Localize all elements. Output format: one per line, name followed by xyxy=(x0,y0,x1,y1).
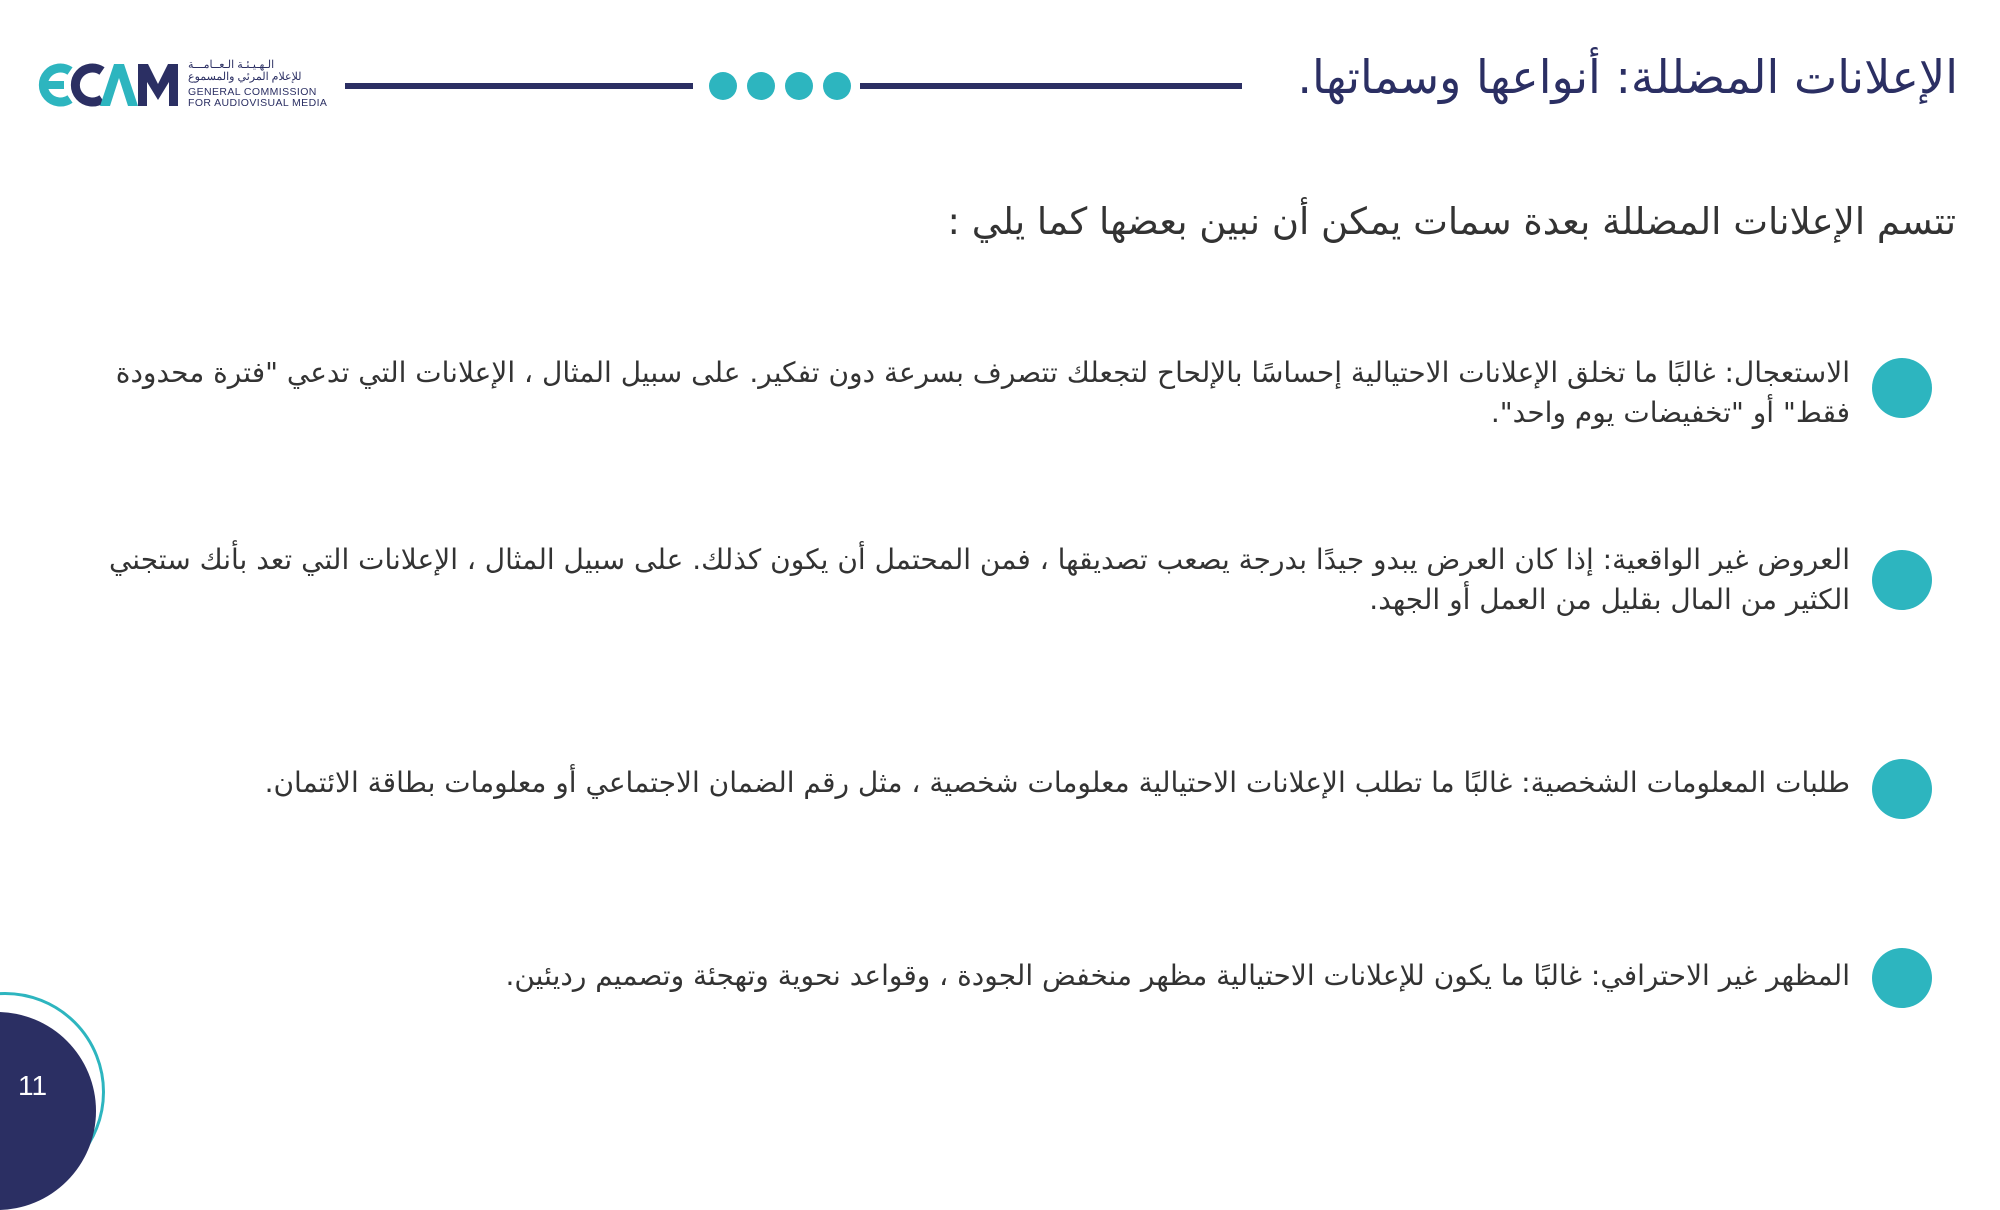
bullet-icon xyxy=(1872,759,1932,819)
bullet-icon xyxy=(1872,948,1932,1008)
slide-title: الإعلانات المضللة: أنواعها وسماتها. xyxy=(1297,50,1958,104)
list-item-unprofessional-look: المظهر غير الاحترافي: غالبًا ما يكون للإعلانات الاحتيالية مظهر منخفض الجودة ، وقواعد نحوية وتهجئة وتصميم رديئين. xyxy=(505,959,1850,992)
list-item-urgency: الاستعجال: غالبًا ما تخلق الإعلانات الاحتيالية إحساسًا بالإلحاح لتجعلك تتصرف بسرعة دون تفكير. على سبيل المثال ، الإعلانات التي تدعي "فترة محدودة فقط" أو "تخفيضات يوم واحد". xyxy=(115,356,1850,429)
header-dot xyxy=(747,72,775,100)
gcam-logo-mark-icon xyxy=(30,62,182,108)
list-item-personal-info-requests: طلبات المعلومات الشخصية: غالبًا ما تطلب الإعلانات الاحتيالية معلومات شخصية ، مثل رقم الضمان الاجتماعي أو معلومات بطاقة الائتمان. xyxy=(264,766,1850,799)
gcam-logo xyxy=(30,56,328,116)
header-dot xyxy=(823,72,851,100)
logo-english-line-2: FOR AUDIOVISUAL MEDIA xyxy=(188,97,328,110)
page-number: 11 xyxy=(18,1070,48,1101)
header-divider-left xyxy=(345,83,693,89)
logo-arabic-line-2: للإعلام المرئي والمسموع xyxy=(188,70,302,83)
header-dot xyxy=(709,72,737,100)
header-dots xyxy=(709,72,851,100)
logo-arabic-line-1: الـهـيـئـة الـعــامـــة xyxy=(188,59,275,71)
logo-arabic-name xyxy=(188,60,318,83)
bullet-icon xyxy=(1872,550,1932,610)
header-divider-right xyxy=(860,83,1242,89)
intro-text: تتسم الإعلانات المضللة بعدة سمات يمكن أن نبين بعضها كما يلي : xyxy=(947,200,1956,243)
bullet-icon xyxy=(1872,358,1932,418)
logo-text xyxy=(188,59,328,110)
list-item-unrealistic-offers: العروض غير الواقعية: إذا كان العرض يبدو جيدًا بدرجة يصعب تصديقها ، فمن المحتمل أن يكون كذلك. على سبيل المثال ، الإعلانات التي تعد بأنك ستجني الكثير من المال بقليل من العمل أو الجهد. xyxy=(108,543,1850,616)
header-dot xyxy=(785,72,813,100)
logo-english-line-1: GENERAL COMMISSION xyxy=(188,86,317,99)
